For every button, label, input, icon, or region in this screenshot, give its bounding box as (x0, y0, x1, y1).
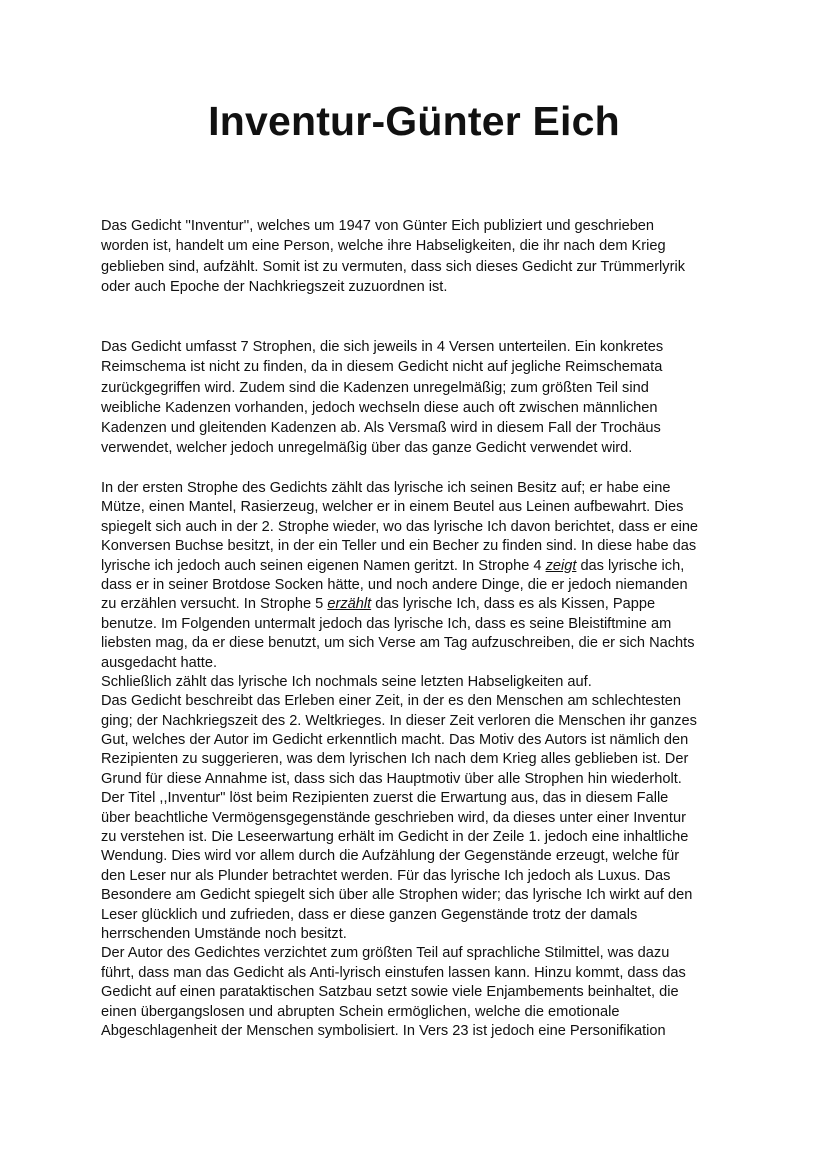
text-line: In der ersten Strophe des Gedichts zählt das lyrische ich seinen Besitz auf; er habe eine (101, 480, 671, 496)
text-line: geblieben sind, aufzählt. Somit ist zu vermuten, dass sich dieses Gedicht zur Trümmerlyrik (101, 258, 685, 275)
text-line: zu verstehen ist. Die Leseerwartung erhält im Gedicht in der Zeile 1. jedoch eine inhaltliche (101, 829, 689, 846)
text-line: Wendung. Dies wird vor allem durch die Aufzählung der Gegenstände erzeugt, welche für (101, 848, 680, 865)
paragraph-form (101, 337, 663, 459)
text-line: liebsten mag, da er diese benutzt, um sich Verse am Tag aufzuschreiben, die er sich Nachts (101, 635, 695, 652)
text-line: verwendet, welcher jedoch unregelmäßig über das ganze Gedicht verwendet wird. (101, 440, 633, 457)
text-line: oder auch Epoche der Nachkriegszeit zuzuordnen ist. (101, 278, 448, 295)
text-line: Leser glücklich und zufrieden, dass er diese ganzen Gegenstände trotz der damals (101, 906, 638, 923)
text-line: Der Autor des Gedichtes verzichtet zum größten Teil auf sprachliche Stilmittel, was dazu (101, 945, 670, 962)
text-line: Der Titel ,,Inventur" löst beim Rezipienten zuerst die Erwartung aus, das in diesem Falle (101, 790, 669, 807)
text-line: spiegelt sich auch in der 2. Strophe wieder, wo das lyrische Ich davon berichtet, dass er eine (101, 518, 699, 535)
text-line: Reimschema ist nicht zu finden, da in diesem Gedicht nicht auf jegliche Reimschemata (101, 359, 663, 376)
text-line: über beachtliche Vermögensgegenstände geschrieben wird, da dieses unter einer Inventur (101, 809, 686, 826)
text-line: Das Gedicht umfasst 7 Strophen, die sich jeweils in 4 Versen unterteilen. Ein konkretes (101, 339, 664, 355)
text-segment: das lyrische Ich, dass es als Kissen, Pappe (371, 596, 656, 613)
text-line: Kadenzen und gleitenden Kadenzen ab. Als Versmaß wird in diesem Fall der Trochäus (101, 420, 661, 437)
text-line: benutze. Im Folgenden untermalt jedoch das lyrische Ich, dass es seine Bleistiftmine am (101, 615, 672, 632)
text-line: ausgedacht hatte. (101, 654, 218, 671)
text-line: Gut, welches der Autor im Gedicht erkenntlich macht. Das Motiv des Autors ist nämlich den (101, 732, 689, 749)
text-line: ging; der Nachkriegszeit des 2. Weltkrieges. In dieser Zeit verloren die Menschen ihr ganzes (101, 712, 697, 729)
text-line: Rezipienten zu suggerieren, was dem lyrischen Ich nach dem Krieg alles geblieben ist. Der (101, 751, 689, 768)
text-line: Abgeschlagenheit der Menschen symbolisiert. In Vers 23 ist jedoch eine Personifikation (101, 1022, 666, 1039)
text-segment: lyrische ich jedoch auch seinen eigenen Namen geritzt. In Strophe 4 (101, 557, 546, 574)
text-line: Gedicht auf einen parataktischen Satzbau setzt sowie viele Enjambements beinhaltet, die (101, 984, 679, 1001)
text-line: führt, dass man das Gedicht als Anti-lyrisch einstufen lassen kann. Hinzu kommt, dass das (101, 964, 686, 981)
text-line (101, 557, 698, 576)
text-segment: das lyrische ich, (576, 557, 685, 574)
text-line: Besondere am Gedicht spiegelt sich über alle Strophen wider; das lyrische Ich wirkt auf den (101, 887, 693, 904)
text-line: Konversen Buchse besitzt, in der ein Teller und ein Becher zu finden sind. In diese habe das (101, 538, 697, 555)
text-line: Grund für diese Annahme ist, dass sich das Hauptmotiv über alle Strophen hin wiederholt. (101, 770, 682, 787)
paragraph-intro (101, 216, 685, 297)
emphasized-word: zeigt (545, 557, 577, 574)
paragraph-analysis (101, 479, 698, 1041)
text-line: worden ist, handelt um eine Person, welche ihre Habseligkeiten, die ihr nach dem Krieg (101, 238, 666, 255)
text-line: Das Gedicht beschreibt das Erleben einer Zeit, in der es den Menschen am schlechtesten (101, 693, 682, 710)
text-segment: zu erzählen versucht. In Strophe 5 (101, 596, 328, 613)
text-line: weibliche Kadenzen vorhanden, jedoch wechseln diese auch oft zwischen männlichen (101, 399, 658, 416)
text-line: den Leser nur als Plunder betrachtet werden. Für das lyrische Ich jedoch als Luxus. Das (101, 867, 671, 884)
text-line: dass er in seiner Brotdose Socken hätte, und noch andere Dinge, die er jedoch niemanden (101, 576, 688, 593)
text-line: einen übergangslosen und abrupten Schein ermöglichen, welche die emotionale (101, 1003, 620, 1020)
text-line: Schließlich zählt das lyrische Ich nochmals seine letzten Habseligkeiten auf. (101, 673, 592, 690)
text-line: Das Gedicht ''Inventur'', welches um 1947 von Günter Eich publiziert und geschrieben (101, 218, 655, 234)
text-line: Mütze, einen Mantel, Rasierzeug, welcher er in einem Beutel aus Leinen aufbewahrt. Dies (101, 499, 684, 516)
text-line (101, 595, 698, 614)
text-line: zurückgegriffen wird. Zudem sind die Kadenzen unregelmäßig; zum größten Teil sind (101, 379, 649, 396)
text-line: herrschenden Umstände noch besitzt. (101, 925, 347, 942)
emphasized-word: erzählt (327, 596, 372, 613)
document-title: Inventur-Günter Eich (208, 98, 620, 144)
